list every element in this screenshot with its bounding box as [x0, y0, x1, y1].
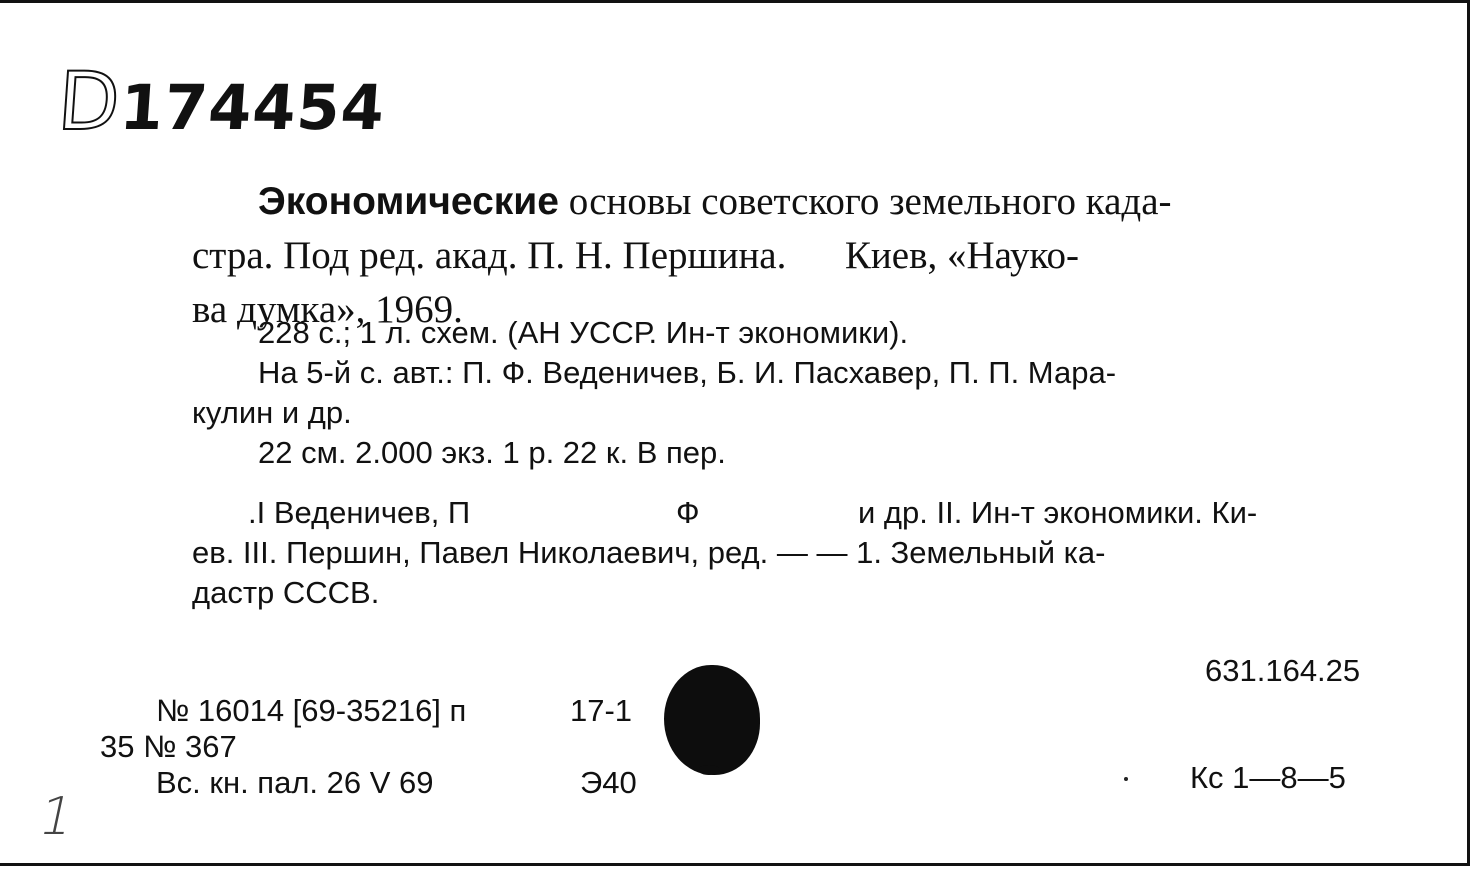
book-chamber-code: Э40 — [580, 765, 637, 800]
shelf-mark-prefix: D — [54, 55, 124, 148]
tracing-1b: Ф — [676, 495, 700, 530]
tracing-line-3: дастр СССВ. — [192, 575, 380, 610]
title-line-2: стра. Под ред. акад. П. Н. Першина. Киев, «Науко- — [192, 234, 1079, 277]
title-line-1 — [192, 175, 1382, 229]
tracing-line-1 — [192, 493, 1382, 533]
punch-hole — [664, 665, 760, 775]
physical-line: 22 см. 2.000 экз. 1 р. 22 к. В пер. — [258, 435, 726, 470]
classification-code: Кс 1—8—5 — [1190, 760, 1346, 795]
description-block — [192, 313, 1382, 473]
collation-line: 228 с.; 1 л. схем. (АН УССР. Ин-т экономики). — [258, 315, 909, 350]
handwritten-mark: 1 — [33, 787, 80, 847]
title-rest: основы советского земельного када- — [568, 180, 1172, 223]
shelf-mark-number: 174454 — [117, 71, 388, 144]
dot-mark — [1124, 777, 1128, 781]
tracing-1c: и др. II. Ин-т экономики. Ки- — [858, 495, 1258, 530]
tracing-block — [192, 493, 1382, 613]
authors-line-cont: кулин и др. — [192, 395, 352, 430]
tracing-1a: .I Веденичев, П — [248, 495, 471, 530]
udc-index: 631.164.25 — [1205, 653, 1361, 688]
registry-code: 17-1 — [570, 693, 633, 728]
registry-number: № 16014 [69-35216] п — [156, 693, 467, 728]
title-line-3: ва думка», 1969. — [192, 288, 463, 331]
book-chamber-line: Вс. кн. пал. 26 V 69 — [156, 765, 434, 800]
registry-line-2: 35 № 367 — [100, 729, 237, 764]
shelf-mark — [55, 55, 389, 148]
authors-line: На 5-й с. авт.: П. Ф. Веденичев, Б. И. Пасхавер, П. П. Мара- — [258, 355, 1117, 390]
title-bold: Экономические — [258, 180, 559, 223]
tracing-line-2: ев. III. Першин, Павел Николаевич, ред. — — 1. Земельный ка- — [192, 535, 1106, 570]
